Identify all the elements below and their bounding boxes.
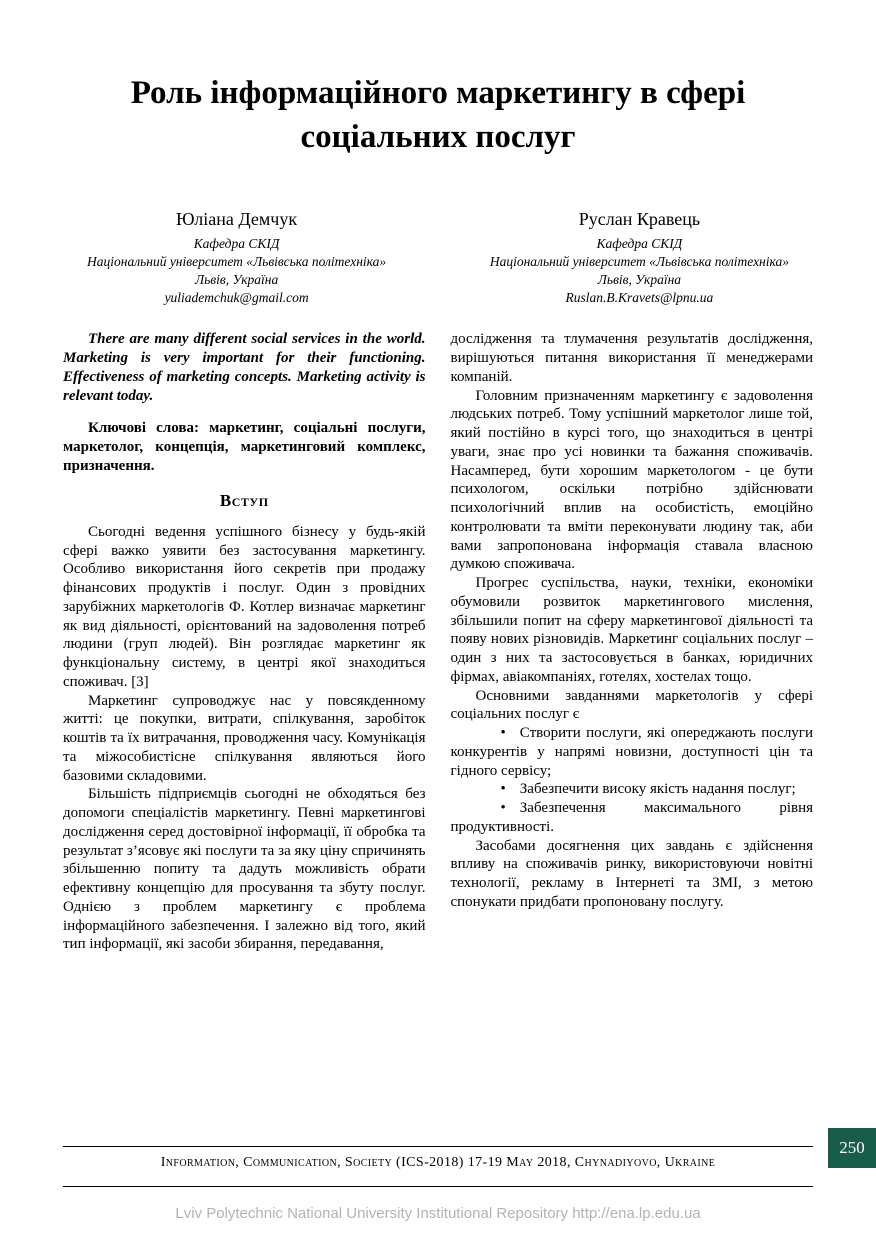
- author-university: Національний університет «Львівська політехніка»: [489, 253, 789, 269]
- footer-rule-top: [63, 1146, 813, 1147]
- author-department: Кафедра СКІД: [193, 236, 280, 252]
- left-column: [63, 330, 426, 954]
- body-paragraph: Прогрес суспільства, науки, техніки, економіки обумовили розвиток маркетингового мислення, збільшили попит на сферу маркетингової діяльності та появу нових різновидів. Маркетинг соціальних послуг – один з них та застосовується в банках, юридичних фірмах, авіакомпаніях, готелях, хостелах тощо.: [450, 575, 813, 685]
- body-paragraph: Засобами досягнення цих завдань є здійснення впливу на споживачів ринку, використовуючи новітні технології, рекламу в Інтернеті та ЗМІ, з метою спонукати придбати пропоновану послугу.: [450, 837, 813, 910]
- abstract-paragraph: There are many different social services in the world. Marketing is very important for their functioning. Effectiveness of marketing concepts. Marketing activity is relevant today.: [63, 331, 426, 404]
- bullet-icon: •: [500, 800, 506, 817]
- bullet-text: Забезпечити високу якість надання послуг;: [519, 781, 796, 798]
- author-university: Національний університет «Львівська політехніка»: [87, 253, 387, 269]
- body-paragraph: Головним призначенням маркетингу є задоволення людських потреб. Тому успішний маркетолог лише той, який постійно в курсі того, що знаходиться в центрі уваги, знає про усі новинки та бажання споживачів. Насамперед, бути хорошим маркетологом - це бути психологом, оскільки потрібно здійснювати психологічний вплив на особистість, емоційно контролювати та вміти переконувати людину так, аби вами запропонована інформація ставала власною думкою споживача.: [450, 387, 813, 573]
- body-paragraph: Сьогодні ведення успішного бізнесу у будь-якій сфері важко уявити без застосування маркетингу. Особливо використання його секретів при продажу фінансових продуктів і послуг. Один з провідних зарубіжних маркетологів Ф. Котлер визначає маркетинг як вид діяльності, орієнтований на задоволення потреб людини (груп людей). Він розглядає маркетинг як функціональну систему, в центрі якої знаходиться споживач. [3]: [63, 523, 426, 690]
- body-paragraph: Більшість підприємців сьогодні не обходяться без допомоги спеціалістів маркетингу. Певні маркетингові дослідження серед достовірної інформації, її обробка та результат з’ясовує які послуги та за яку ціну спричинять збільшенню попиту та дадуть можливість обрати ефективну концепцію для просування та збуту послуг. Однією з проблем маркетингу є проблема інформаційного забезпечення. І залежно від того, який тип інформації, які засоби збирання, передавання,: [63, 786, 426, 953]
- right-column: [451, 330, 814, 954]
- author-email: yuliademchuk@gmail.com: [164, 289, 309, 305]
- author-block-right: [468, 209, 811, 306]
- section-heading-intro: Вступ: [219, 490, 269, 510]
- authors-row: [65, 209, 811, 306]
- bullet-icon: •: [500, 781, 506, 798]
- author-city: Львів, Україна: [597, 271, 682, 287]
- author-name: Руслан Кравець: [578, 209, 701, 230]
- bullet-text: Забезпечення максимального рівня продуктивності.: [450, 800, 813, 835]
- bullet-item: [451, 780, 814, 799]
- keywords-paragraph: Ключові слова: маркетинг, соціальні послуги, маркетолог, концепція, маркетинговий комплекс, призначення.: [63, 420, 426, 474]
- author-block-left: [65, 209, 408, 306]
- page-number: 250: [839, 1138, 865, 1157]
- bullet-text: Створити послуги, які опереджають послуги конкурентів у напрямі новизни, доступності цін та гідного сервісу;: [450, 725, 813, 779]
- bullet-item: [451, 724, 814, 780]
- paper-title: Роль інформаційного маркетингу в сфері соціальних послуг: [130, 75, 746, 155]
- bullet-item: [451, 799, 814, 837]
- footer-rule-bottom: [63, 1186, 813, 1187]
- author-email: Ruslan.B.Kravets@lpnu.ua: [565, 289, 714, 305]
- body-paragraph: Маркетинг супроводжує нас у повсякденному житті: це покупки, витрати, спілкування, заробіток коштів та їх витрачання, проводження часу. Комунікація та міжособистісне спілкування являються його базовими складовими.: [63, 692, 426, 784]
- author-city: Львів, Україна: [194, 271, 279, 287]
- page-number-badge: [828, 1128, 876, 1168]
- body-paragraph: Основними завданнями маркетологів у сфері соціальних послуг є: [450, 687, 813, 723]
- conference-footer: Information, Communication, Society (ICS-2018) 17-19 May 2018, Chynadiyovo, Ukraine: [160, 1155, 716, 1170]
- bullet-icon: •: [500, 725, 506, 742]
- author-department: Кафедра СКІД: [596, 236, 683, 252]
- repository-watermark: Lviv Polytechnic National University Institutional Repository http://ena.lp.edu.ua: [175, 1205, 701, 1222]
- body-columns: [63, 330, 813, 954]
- author-name: Юліана Демчук: [176, 209, 298, 230]
- body-paragraph: дослідження та тлумачення результатів дослідження, вирішуються питання використання її менеджерами компаній.: [450, 331, 813, 385]
